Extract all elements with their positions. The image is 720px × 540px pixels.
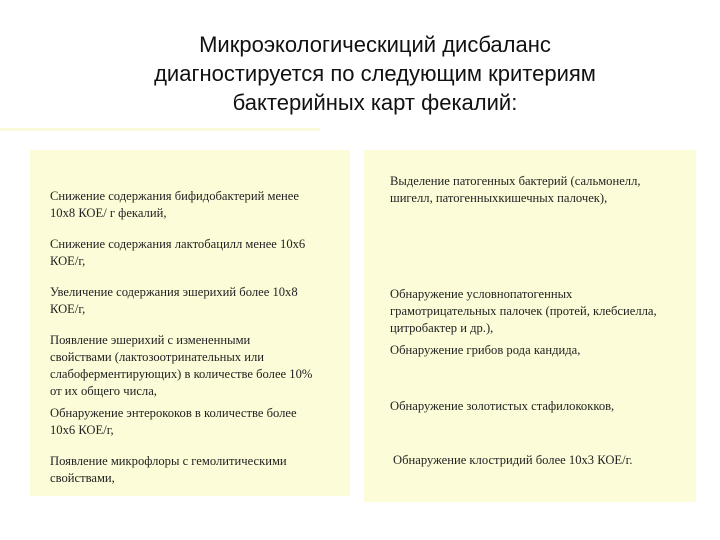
criterion-escherichia-increase: Увеличение содержания эшерихий более 10х8 КОЕ/г, bbox=[50, 285, 298, 316]
criterion-lactobacilli: Снижение содержания лактобацилл менее 10х6 КОЕ/г, bbox=[50, 237, 306, 268]
criterion-pathogenic-bacteria: Выделение патогенных бактерий (сальмонелл, шигелл, патогенныхкишечных палочек), bbox=[390, 174, 641, 205]
slide-title bbox=[95, 30, 655, 117]
criterion-clostridia: Обнаружение клостридий более 10х3 КОЕ/г. bbox=[393, 453, 633, 467]
criterion-candida: Обнаружение грибов рода кандида, bbox=[390, 343, 581, 357]
criterion-opportunistic-rods: Обнаружение условнопатогенных грамотрицательных палочек (протей, клебсиелла, цитробактер и др.), bbox=[390, 287, 657, 335]
criterion-altered-escherichia: Появление эшерихий с измененными свойствами (лактозоотринательных или слабоферментирующих) в количестве более 10% от их общего числа, bbox=[50, 333, 313, 398]
criterion-bifidobacteria: Снижение содержания бифидобактерий менее 10х8 КОЕ/ г фекалий, bbox=[50, 189, 299, 220]
criterion-hemolytic-flora: Появление микрофлоры с гемолитическими свойствами, bbox=[50, 454, 287, 485]
criterion-staphylococci: Обнаружение золотистых стафилококков, bbox=[390, 399, 615, 413]
title-line-3: бактерийных карт фекалий: bbox=[232, 90, 518, 115]
title-line-2: диагностируется по следующим критериям bbox=[154, 61, 596, 86]
decorative-divider bbox=[0, 128, 320, 131]
title-line-1: Микроэкологическиций дисбаланс bbox=[199, 32, 551, 57]
criterion-enterococci: Обнаружение энтерококов в количестве более 10х6 КОЕ/г, bbox=[50, 406, 297, 437]
